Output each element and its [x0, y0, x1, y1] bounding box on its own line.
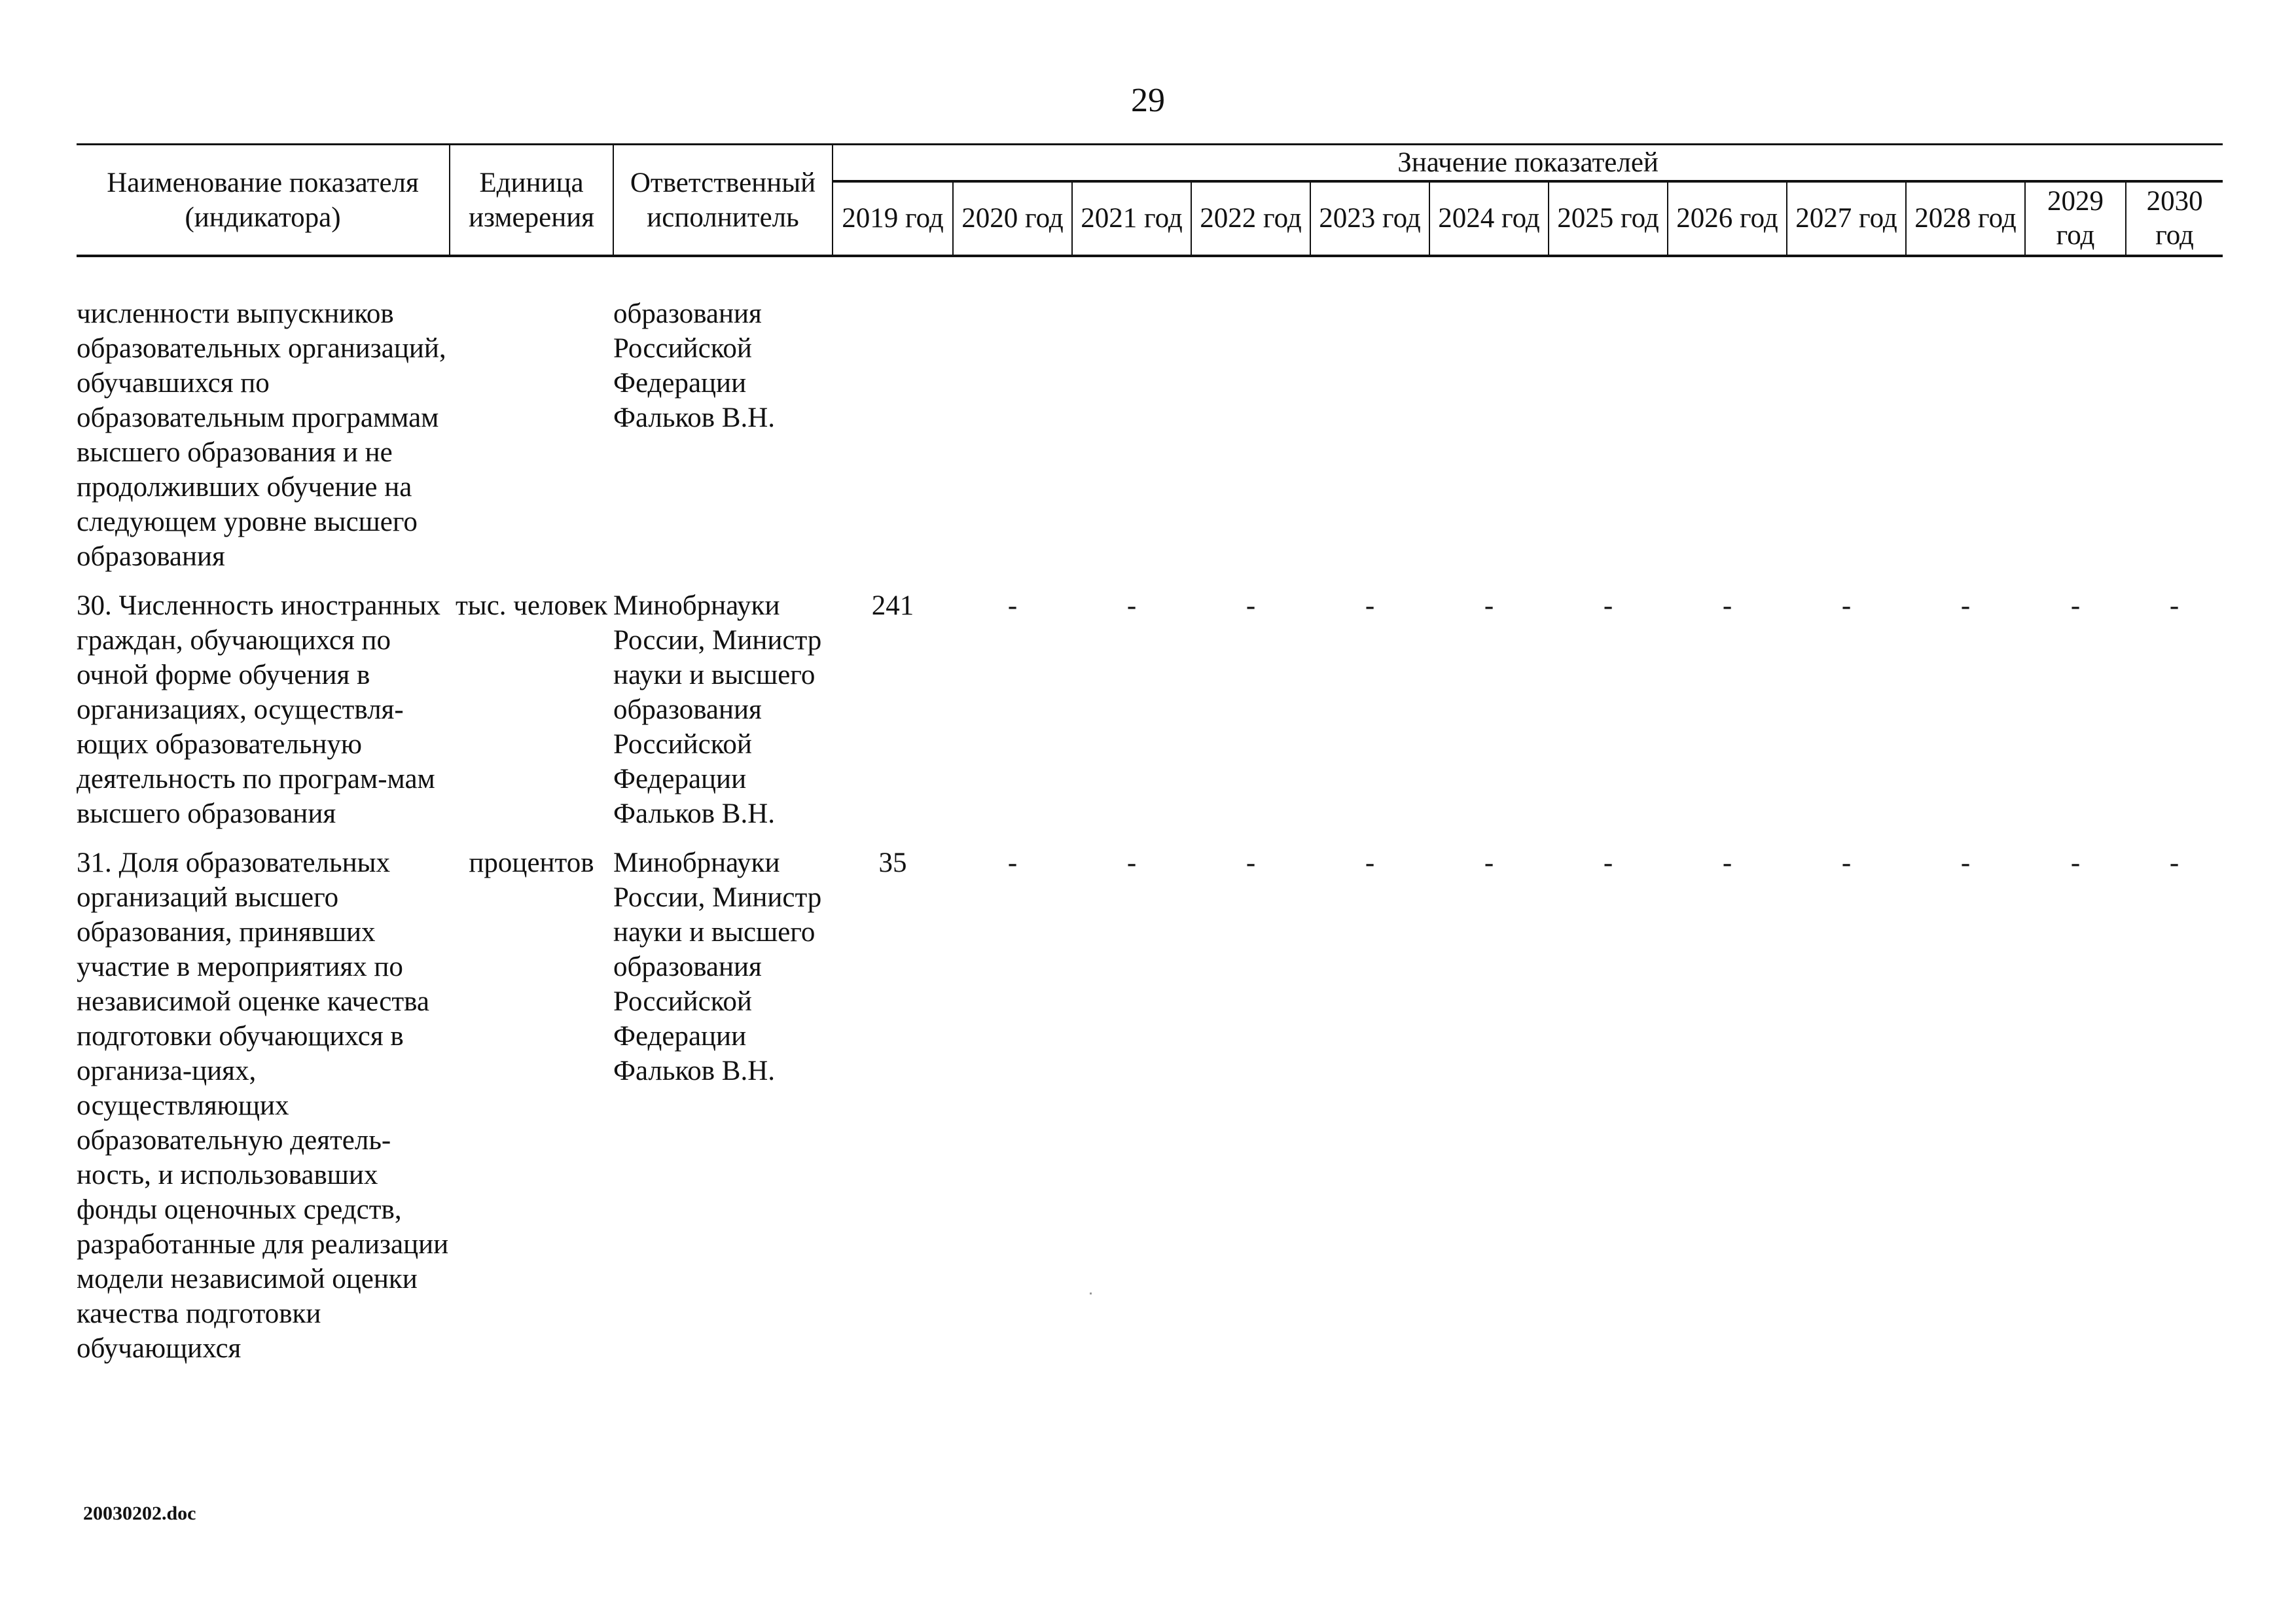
value-cell: - — [1365, 847, 1375, 878]
responsible-cell: Минобрнауки России, Министр науки и высшего образования Российской Федерации Фальков В.Н. — [613, 590, 822, 829]
header-values-group: Значение показателей — [833, 145, 2223, 182]
value-cell — [1787, 296, 1906, 574]
indicators-table — [77, 143, 2223, 1366]
header-year: 2021 год — [1072, 181, 1191, 256]
value-cell — [1549, 296, 1668, 574]
value-cell: - — [1960, 590, 1971, 621]
header-year: 2024 год — [1429, 181, 1549, 256]
header-unit: Единица измерения — [450, 145, 613, 257]
header-year: 2028 год — [1906, 181, 2025, 256]
header-year: 2029 год — [2025, 181, 2126, 256]
unit-cell — [450, 296, 613, 574]
value-cell: - — [2070, 590, 2081, 621]
value-cell — [2025, 296, 2126, 574]
header-responsible: Ответственный исполнитель — [613, 145, 833, 257]
value-cell: - — [1841, 590, 1852, 621]
responsible-cell: образования Российской Федерации Фальков В.Н. — [613, 298, 775, 433]
value-cell: - — [1484, 590, 1494, 621]
value-cell — [1072, 296, 1191, 574]
unit-cell: тыс. человек — [456, 590, 607, 621]
header-year: 2020 год — [953, 181, 1072, 256]
indicator-name: численности выпускников образовательных организаций, обучавшихся по образовательным программам высшего образования и не продолживших обучение на следующем уровне высшего образования — [77, 298, 446, 572]
value-cell: - — [1484, 847, 1494, 878]
value-cell: - — [1841, 847, 1852, 878]
value-cell: - — [1126, 847, 1137, 878]
value-cell: - — [1007, 590, 1018, 621]
value-cell: - — [2169, 590, 2179, 621]
indicator-name: 30. Численность иностранных граждан, обучающихся по очной форме обучения в организациях, осуществля-ющих образовательную деятельность по програм-мам высшего образования — [77, 590, 440, 829]
value-cell — [1429, 296, 1549, 574]
unit-cell: процентов — [469, 847, 594, 878]
table-row — [77, 588, 2223, 831]
header-year: 2022 год — [1191, 181, 1310, 256]
value-cell: 35 — [878, 847, 907, 878]
footer-filename: 20030202.doc — [83, 1503, 196, 1524]
value-cell — [953, 296, 1072, 574]
header-year: 2023 год — [1310, 181, 1429, 256]
header-year: 2030 год — [2126, 181, 2223, 256]
value-cell — [1191, 296, 1310, 574]
value-cell — [1906, 296, 2025, 574]
header-year: 2025 год — [1549, 181, 1668, 256]
responsible-cell: Минобрнауки России, Министр науки и высшего образования Российской Федерации Фальков В.Н. — [613, 847, 822, 1086]
value-cell: - — [1365, 590, 1375, 621]
table-row — [77, 846, 2223, 1366]
value-cell: - — [1722, 847, 1732, 878]
header-year: 2026 год — [1668, 181, 1787, 256]
value-cell: 241 — [871, 590, 914, 621]
value-cell — [1668, 296, 1787, 574]
value-cell: - — [1007, 847, 1018, 878]
value-cell: - — [1246, 590, 1256, 621]
value-cell — [2126, 296, 2223, 574]
page-number: 29 — [1131, 82, 1165, 119]
indicator-name: 31. Доля образовательных организаций высшего образования, принявших участие в мероприятиях по независимой оценке качества подготовки обучающихся в организа-циях, осуществляющих образовательную деятель-ность, и использовавших фонды оценочных средств, разработанные для реализации модели независимой оценки качества подготовки обучающихся — [77, 847, 449, 1364]
value-cell — [833, 296, 953, 574]
value-cell: - — [2070, 847, 2081, 878]
header-name: Наименование показателя (индикатора) — [77, 145, 450, 257]
header-year: 2027 год — [1787, 181, 1906, 256]
value-cell: - — [1722, 590, 1732, 621]
table-row — [77, 296, 2223, 574]
value-cell: - — [1246, 847, 1256, 878]
scan-speck — [1090, 1293, 1092, 1294]
value-cell: - — [1126, 590, 1137, 621]
header-year: 2019 год — [833, 181, 953, 256]
value-cell: - — [1960, 847, 1971, 878]
value-cell: - — [2169, 847, 2179, 878]
value-cell: - — [1603, 847, 1613, 878]
table-body — [77, 256, 2223, 1366]
value-cell: - — [1603, 590, 1613, 621]
value-cell — [1310, 296, 1429, 574]
